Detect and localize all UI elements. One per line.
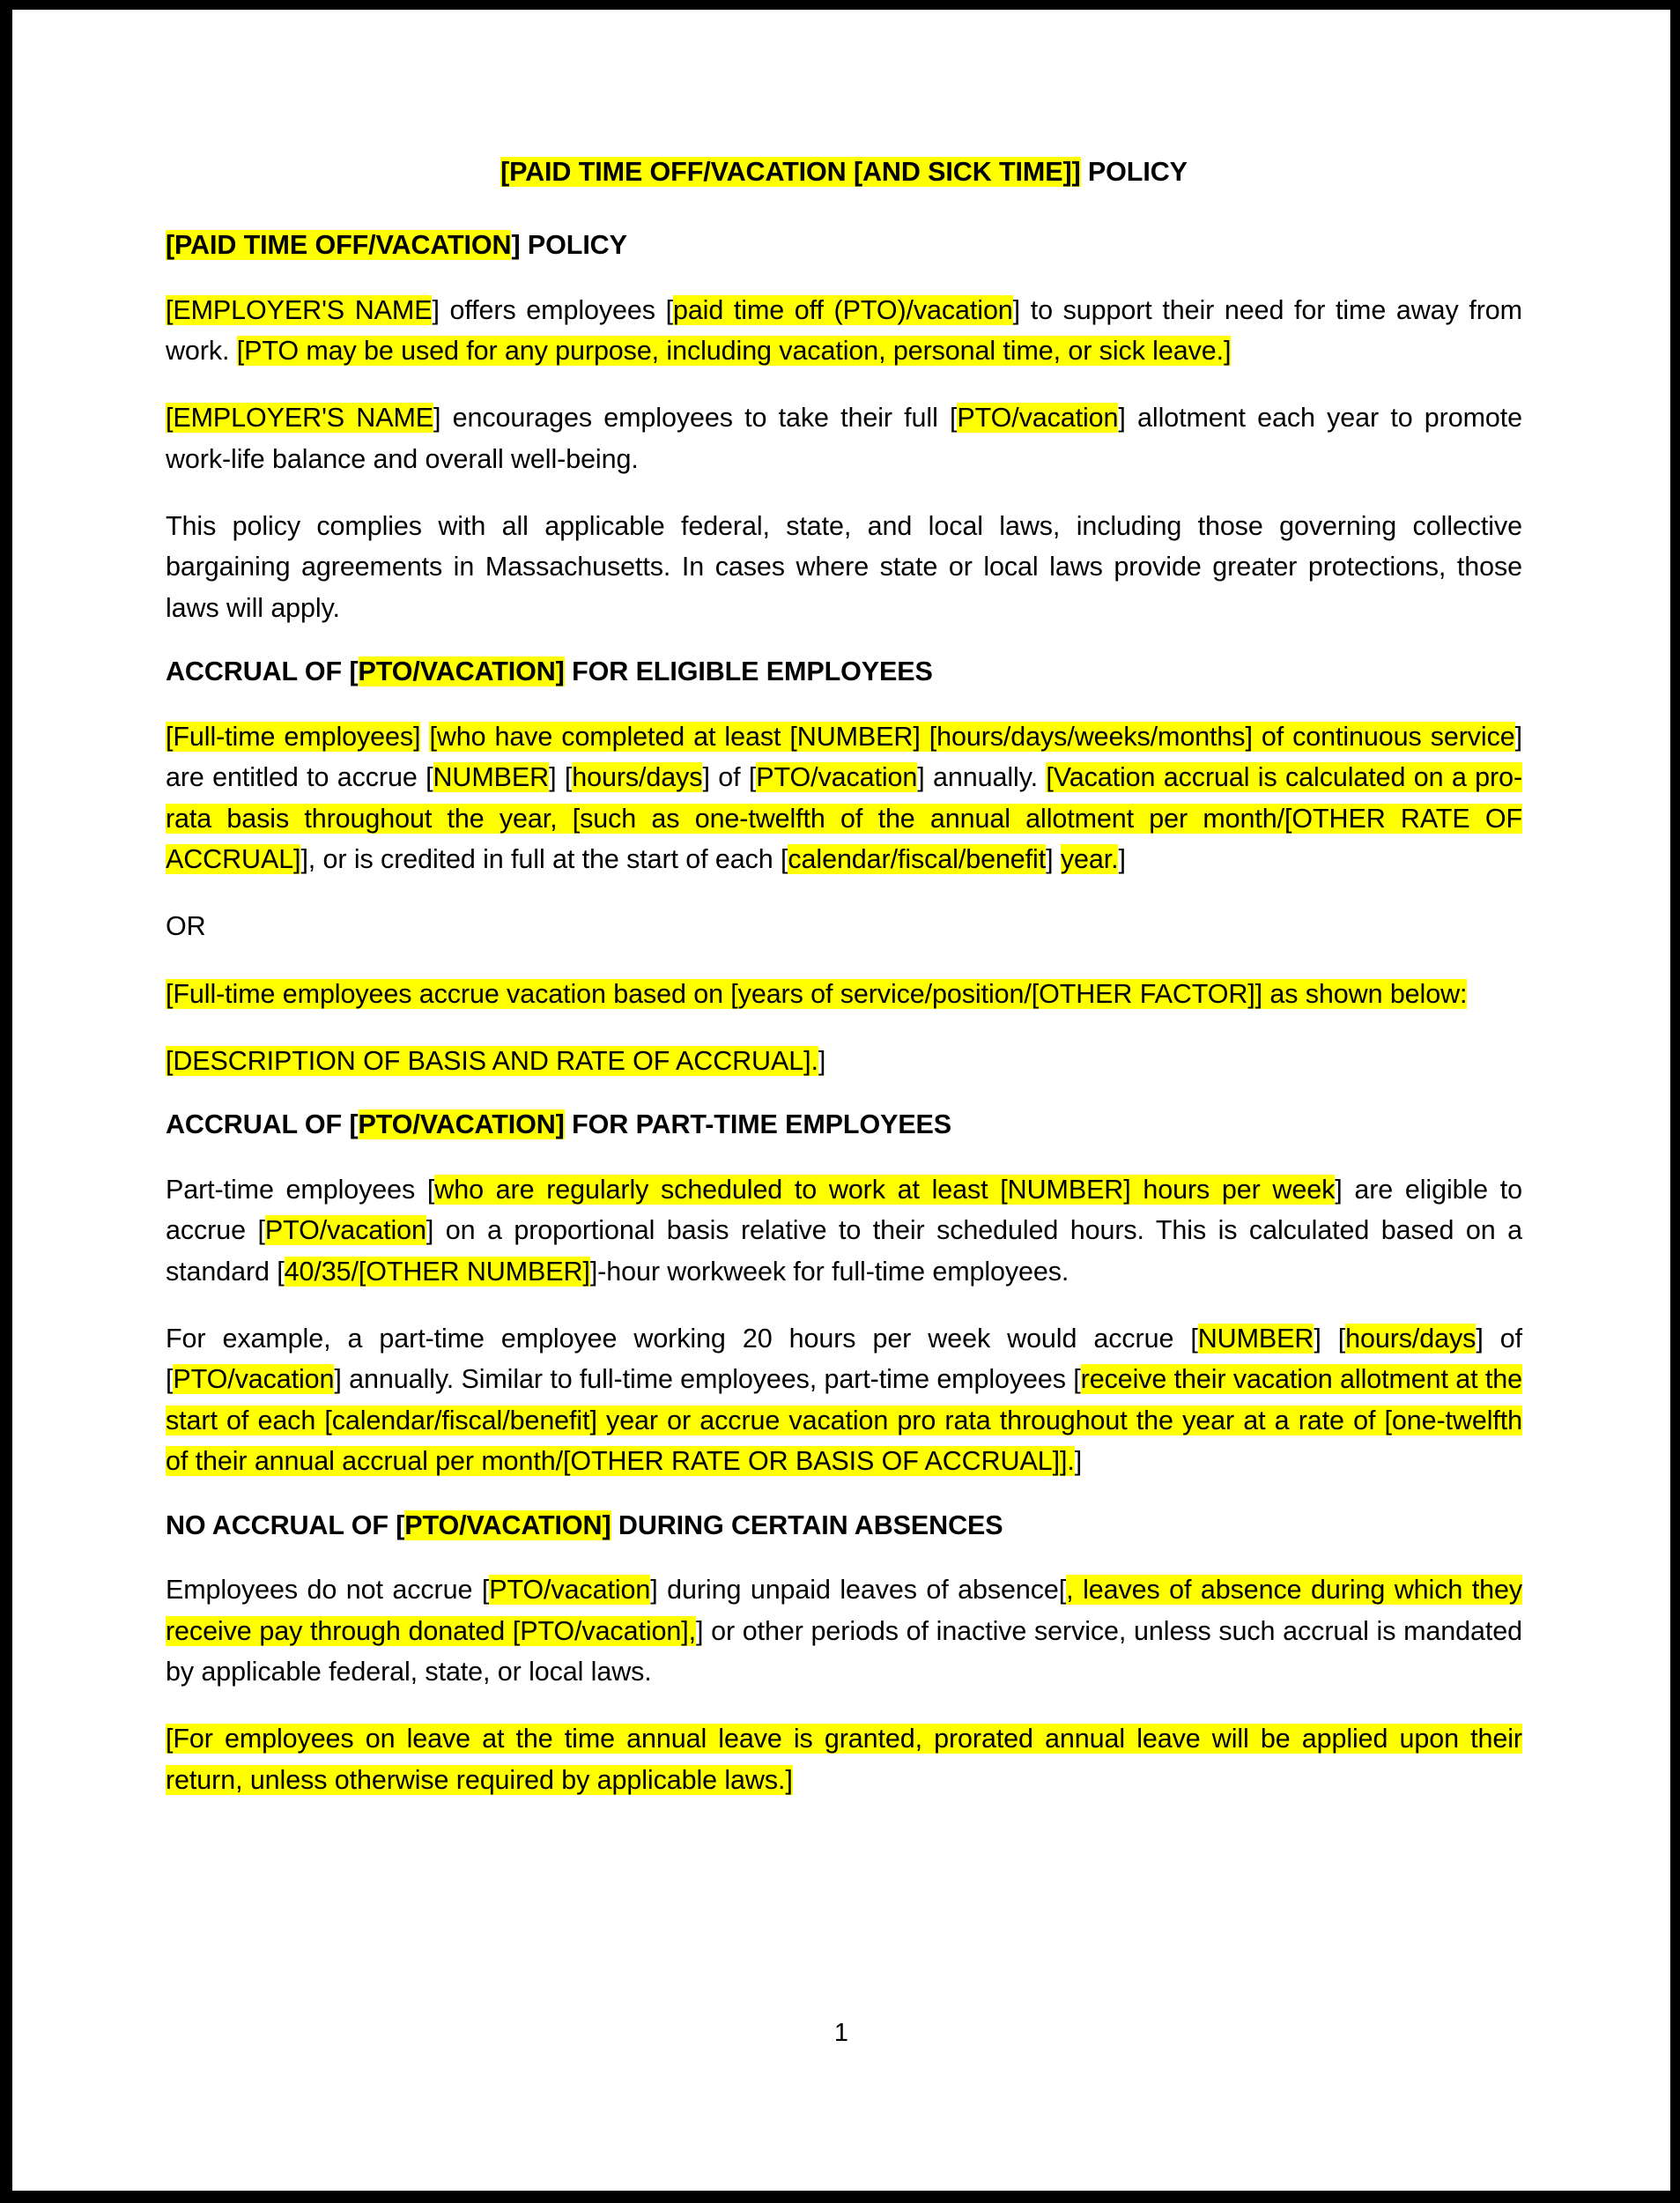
paragraph-intro xyxy=(166,290,1522,372)
pto-vacation-placeholder-6: PTO/vacation xyxy=(489,1575,651,1606)
heading-no-accrual-suffix: DURING CERTAIN ABSENCES xyxy=(611,1509,1003,1540)
intro-text-1: ] offers employees [ xyxy=(432,294,673,325)
vacation-accrual-prorata-clause: [Vacation accrual is calculated on a pro-rata basis throughout the year, [such as one-twelfth of the annual allotment per month/[OTHER RATE OF ACCRUAL] xyxy=(166,762,1522,874)
continuous-service-clause: [who have completed at least [NUMBER] [hours/days/weeks/months] of continuous service xyxy=(429,721,1515,752)
heading-pto-vacation-policy-highlight: [PAID TIME OFF/VACATION xyxy=(166,230,512,261)
paragraph-description-basis xyxy=(166,1041,1522,1081)
pto-vacation-placeholder-5: PTO/vacation xyxy=(173,1364,335,1395)
paragraph-accrual-alternate xyxy=(166,974,1522,1014)
heading-pto-vacation-policy xyxy=(166,228,1522,263)
parttime-example-text-5: ] xyxy=(1074,1446,1083,1477)
encourage-text-2: ] allotment each year to promote work-life balance and overall well-being. xyxy=(166,403,1522,474)
hours-days-placeholder-1: hours/days xyxy=(572,762,703,793)
paragraph-accrual-eligible xyxy=(166,716,1522,879)
paragraph-parttime-eligibility xyxy=(166,1169,1522,1292)
accrual-text-1: ] are entitled to accrue [ xyxy=(166,721,1522,793)
workweek-hours-placeholder: 40/35/[OTHER NUMBER] xyxy=(284,1256,590,1287)
pto-vacation-placeholder-3: PTO/vacation xyxy=(756,762,918,793)
heading-no-accrual-absences xyxy=(166,1509,1522,1544)
no-accrual-text-1: Employees do not accrue [ xyxy=(166,1575,490,1606)
encourage-text-1: ] encourages employees to take their full [ xyxy=(433,403,958,434)
donated-pto-clause: , leaves of absence during which they receive pay through donated [PTO/vacation], xyxy=(166,1575,1522,1646)
parttime-schedule-clause: who are regularly scheduled to work at least [NUMBER] hours per week xyxy=(434,1174,1336,1205)
accrual-text-5: ], or is credited in full at the start of each [ xyxy=(300,843,788,874)
accrual-text-2: ] [ xyxy=(549,762,573,793)
pto-vacation-placeholder-4: PTO/vacation xyxy=(264,1215,426,1246)
heading-accrual-parttime-highlight: PTO/VACATION] xyxy=(358,1109,565,1140)
accrual-alternate-highlight: [Full-time employees accrue vacation based on [years of service/position/[OTHER FACTOR]] as shown below: xyxy=(166,978,1468,1009)
heading-accrual-eligible-highlight: PTO/VACATION] xyxy=(358,656,565,687)
paragraph-no-accrual xyxy=(166,1569,1522,1692)
document-title xyxy=(166,155,1522,189)
number-placeholder-1: NUMBER xyxy=(433,762,550,793)
pto-vacation-placeholder-2: PTO/vacation xyxy=(957,403,1119,434)
paragraph-prorated-leave xyxy=(166,1718,1522,1800)
heading-accrual-eligible-employees xyxy=(166,655,1522,690)
document-body xyxy=(166,155,1522,1800)
heading-accrual-parttime-prefix: ACCRUAL OF [ xyxy=(166,1109,359,1140)
heading-accrual-eligible-suffix: FOR ELIGIBLE EMPLOYEES xyxy=(564,656,933,687)
paragraph-parttime-example xyxy=(166,1318,1522,1481)
heading-no-accrual-prefix: NO ACCRUAL OF [ xyxy=(166,1509,405,1540)
paragraph-compliance: This policy complies with all applicable federal, state, and local laws, including those governing collective bargaining agreements in Massachusetts. In cases where state or local laws provide greater protections, those laws will apply. xyxy=(166,511,1522,623)
accrual-space-1 xyxy=(420,722,429,752)
number-placeholder-2: NUMBER xyxy=(1197,1324,1314,1354)
accrual-text-4: ] annually. xyxy=(917,762,1047,793)
accrual-text-3: ] of [ xyxy=(702,762,757,793)
document-title-suffix: POLICY xyxy=(1080,157,1188,187)
employer-name-placeholder-2: [EMPLOYER'S NAME xyxy=(166,403,433,434)
parttime-text-3: ] on a proportional basis relative to their scheduled hours. This is calculated based on a standard [ xyxy=(166,1215,1522,1287)
parttime-example-text-2: ] [ xyxy=(1314,1324,1346,1354)
full-time-employees-placeholder: [Full-time employees] xyxy=(166,721,421,752)
paragraph-or-divider: OR xyxy=(166,911,206,942)
page-sheet xyxy=(12,10,1670,2191)
pto-vacation-placeholder-1: paid time off (PTO)/vacation xyxy=(672,294,1013,325)
heading-accrual-parttime-suffix: FOR PART-TIME EMPLOYEES xyxy=(564,1109,952,1140)
paragraph-encourage xyxy=(166,397,1522,479)
year-highlight: year. xyxy=(1060,843,1119,874)
heading-no-accrual-highlight: PTO/VACATION] xyxy=(404,1509,611,1540)
heading-pto-vacation-policy-plain: ] POLICY xyxy=(511,230,627,261)
document-title-highlight: [PAID TIME OFF/VACATION [AND SICK TIME]] xyxy=(500,157,1081,187)
parttime-text-2: ] are eligible to accrue [ xyxy=(166,1174,1523,1246)
parttime-text-1: Part-time employees [ xyxy=(166,1174,435,1205)
heading-accrual-parttime-employees xyxy=(166,1108,1522,1143)
no-accrual-text-3: ] or other periods of inactive service, unless such accrual is mandated by applicable federal, state, or local laws. xyxy=(166,1615,1522,1687)
calendar-fiscal-benefit-placeholder-1: calendar/fiscal/benefit xyxy=(788,843,1047,874)
accrual-text-7: ] xyxy=(1118,843,1126,874)
pto-purpose-optional-clause: [PTO may be used for any purpose, including vacation, personal time, or sick leave.] xyxy=(236,336,1232,367)
accrual-text-6: ] xyxy=(1046,843,1061,874)
page-number: 1 xyxy=(833,2019,849,2047)
no-accrual-text-2: ] during unpaid leaves of absence[ xyxy=(650,1575,1067,1606)
prorated-leave-highlight: [For employees on leave at the time annual leave is granted, prorated annual leave will be applied upon their return, unless otherwise required by applicable laws.] xyxy=(166,1724,1522,1795)
parttime-example-text-3: ] of [ xyxy=(166,1324,1522,1395)
employer-name-placeholder: [EMPLOYER'S NAME xyxy=(166,294,433,325)
heading-accrual-eligible-prefix: ACCRUAL OF [ xyxy=(166,656,359,687)
parttime-example-text-1: For example, a part-time employee working 20 hours per week would accrue [ xyxy=(166,1324,1198,1354)
description-basis-highlight: [DESCRIPTION OF BASIS AND RATE OF ACCRUAL]. xyxy=(166,1045,818,1076)
parttime-text-4: ]-hour workweek for full-time employees. xyxy=(589,1256,1069,1287)
parttime-allotment-clause: receive their vacation allotment at the start of each [calendar/fiscal/benefit] year or accrue vacation pro rata throughout the year at a rate of [one-twelfth of their annual accrual per month/[OTHER RATE OR BASIS OF ACCRUAL]]. xyxy=(166,1364,1522,1477)
hours-days-placeholder-2: hours/days xyxy=(1345,1324,1476,1354)
description-basis-plain: ] xyxy=(818,1045,826,1076)
parttime-example-text-4: ] annually. Similar to full-time employees, part-time employees [ xyxy=(334,1364,1081,1395)
intro-text-2: ] to support their need for time away from work. xyxy=(166,294,1522,367)
